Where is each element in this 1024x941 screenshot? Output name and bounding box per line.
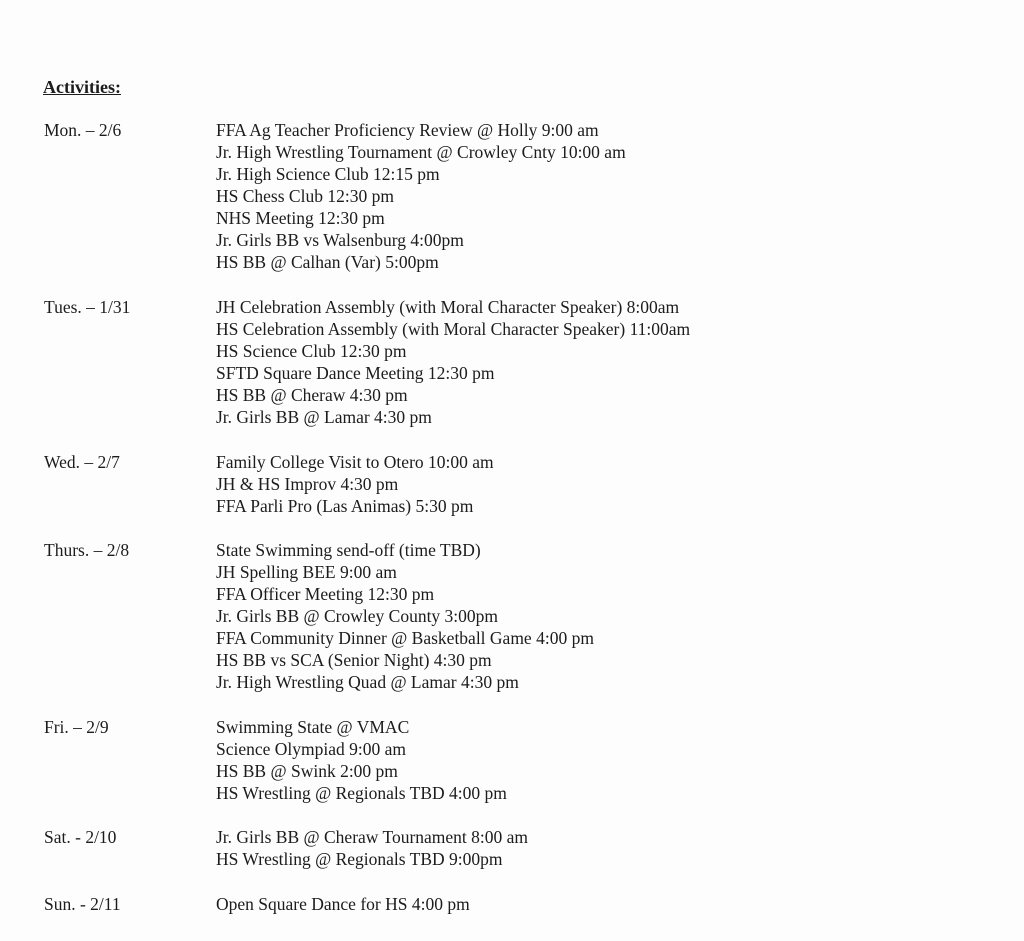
event-item: Jr. Girls BB vs Walsenburg 4:00pm — [216, 230, 464, 250]
event-item: HS BB vs SCA (Senior Night) 4:30 pm — [216, 650, 492, 670]
event-item: Science Olympiad 9:00 am — [216, 739, 407, 759]
event-item: Jr. Girls BB @ Lamar 4:30 pm — [216, 407, 432, 427]
event-item: Family College Visit to Otero 10:00 am — [216, 452, 494, 472]
event-item: Swimming State @ VMAC — [216, 717, 410, 737]
event-list — [216, 451, 494, 517]
event-item: Jr. High Wrestling Tournament @ Crowley Cnty 10:00 am — [216, 142, 626, 162]
day-label: Mon. – 2/6 — [44, 120, 122, 140]
event-item: HS Science Club 12:30 pm — [216, 341, 407, 361]
event-item: HS BB @ Swink 2:00 pm — [216, 761, 398, 781]
event-list — [216, 119, 626, 273]
event-item: Open Square Dance for HS 4:00 pm — [216, 894, 470, 914]
event-list — [216, 539, 594, 693]
event-item: JH & HS Improv 4:30 pm — [216, 474, 399, 494]
event-item: NHS Meeting 12:30 pm — [216, 208, 385, 228]
activities-heading: Activities: — [43, 77, 121, 97]
event-item: HS Wrestling @ Regionals TBD 9:00pm — [216, 849, 503, 869]
event-item: HS Chess Club 12:30 pm — [216, 186, 394, 206]
event-item: JH Celebration Assembly (with Moral Character Speaker) 8:00am — [216, 297, 680, 317]
event-item: FFA Parli Pro (Las Animas) 5:30 pm — [216, 496, 474, 516]
event-item: State Swimming send-off (time TBD) — [216, 540, 481, 560]
day-label: Wed. – 2/7 — [44, 452, 120, 472]
event-item: HS Celebration Assembly (with Moral Character Speaker) 11:00am — [216, 319, 691, 339]
day-label: Tues. – 1/31 — [44, 297, 131, 317]
day-label: Sat. - 2/10 — [44, 827, 117, 847]
event-list — [216, 893, 470, 915]
event-list — [216, 826, 528, 870]
event-item: Jr. High Science Club 12:15 pm — [216, 164, 440, 184]
event-item: JH Spelling BEE 9:00 am — [216, 562, 397, 582]
event-list — [216, 296, 690, 428]
day-label: Fri. – 2/9 — [44, 717, 109, 737]
event-item: HS BB @ Calhan (Var) 5:00pm — [216, 252, 439, 272]
day-label: Sun. - 2/11 — [44, 894, 121, 914]
event-list — [216, 716, 507, 804]
event-item: SFTD Square Dance Meeting 12:30 pm — [216, 363, 495, 383]
event-item: FFA Community Dinner @ Basketball Game 4:00 pm — [216, 628, 594, 648]
event-item: FFA Ag Teacher Proficiency Review @ Holly 9:00 am — [216, 120, 599, 140]
day-label: Thurs. – 2/8 — [44, 540, 130, 560]
event-item: FFA Officer Meeting 12:30 pm — [216, 584, 435, 604]
event-item: HS BB @ Cheraw 4:30 pm — [216, 385, 408, 405]
event-item: Jr. Girls BB @ Cheraw Tournament 8:00 am — [216, 827, 529, 847]
event-item: Jr. Girls BB @ Crowley County 3:00pm — [216, 606, 499, 626]
event-item: Jr. High Wrestling Quad @ Lamar 4:30 pm — [216, 672, 519, 692]
event-item: HS Wrestling @ Regionals TBD 4:00 pm — [216, 783, 507, 803]
